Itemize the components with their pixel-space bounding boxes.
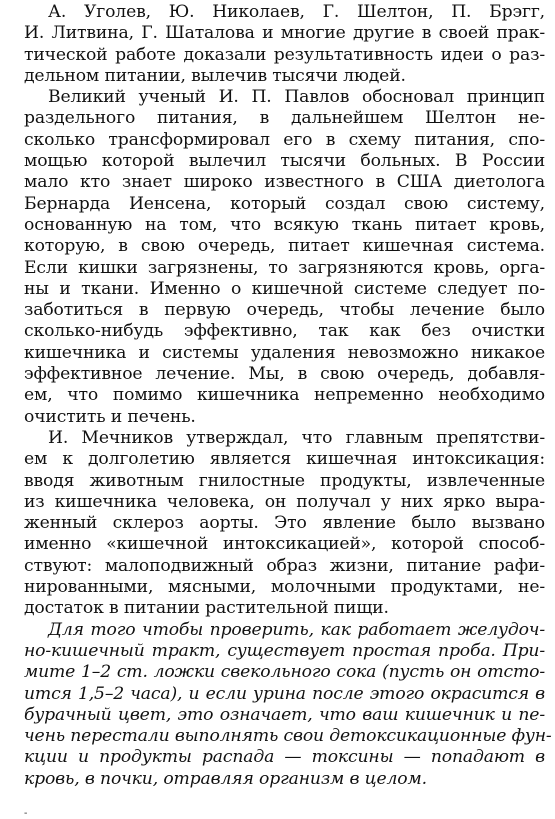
text-line: эффективное лечение. Мы, в свою очередь, добавля- <box>24 364 545 385</box>
paragraph <box>24 87 545 428</box>
text-line: сколько-нибудь эффективно, так как без очистки <box>24 321 545 342</box>
text-line: мало кто знает широко известного в США диетолога <box>24 172 545 193</box>
text-line: очистить и печень. <box>24 406 196 427</box>
text-line: но-кишечный тракт, существует простая проба. При- <box>24 640 545 661</box>
text-line: А. Уголев, Ю. Николаев, Г. Шелтон, П. Брэгг, <box>48 2 545 22</box>
text-line: дельном питании, вылечив тысячи людей. <box>24 65 406 86</box>
text-line: кишечника и системы удаления невозможно никакое <box>24 342 545 363</box>
text-line: из кишечника человека, он получал у них ярко выра- <box>24 491 545 512</box>
text-line: Великий ученый И. П. Павлов обосновал принцип <box>48 87 545 108</box>
text-line: именно «кишечной интоксикацией», которой способ- <box>24 534 545 555</box>
text-line: которую, в свою очередь, питает кишечная система. <box>24 236 545 257</box>
text-line: нированными, мясными, молочными продуктами, не- <box>24 577 545 598</box>
text-line: Для того чтобы проверить, как работает желудоч- <box>48 619 545 640</box>
text-line: ствуют: малоподвижный образ жизни, питание рафи- <box>24 555 545 576</box>
text-line: тической работе доказали результативность идеи о раз- <box>24 44 545 65</box>
text-line: И. Мечников утверждал, что главным препятстви- <box>48 427 545 448</box>
text-line: основанную на том, что всякую ткань питает кровь, <box>24 214 545 235</box>
text-line: раздельного питания, в дальнейшем Шелтон не- <box>24 108 545 129</box>
text-line: чень перестали выполнять свои детоксикационные фун- <box>24 726 552 747</box>
page-edge-mark: - <box>24 808 28 819</box>
text-line: достаток в питании растительной пищи. <box>24 598 389 619</box>
text-line: И. Литвина, Г. Шаталова и многие другие в своей прак- <box>24 23 545 44</box>
text-line: мите 1–2 ст. ложки свекольного сока (пусть он отсто- <box>24 662 545 683</box>
text-line: женный склероз аорты. Это явление было вызвано <box>24 513 545 534</box>
text-line: кровь, в почки, отравляя организм в целом. <box>24 768 427 789</box>
paragraph <box>24 619 552 790</box>
text-line: кции и продукты распада — токсины — попадают в <box>24 747 545 768</box>
text-body <box>24 2 552 790</box>
paragraph <box>24 428 545 620</box>
text-line: ем, что помимо кишечника непременно необходимо <box>24 385 545 406</box>
text-line: заботиться в первую очередь, чтобы лечение было <box>24 300 545 321</box>
text-line: бурачный цвет, это означает, что ваш кишечник и пе- <box>24 704 545 725</box>
text-line: ем к долголетию является кишечная интоксикация: <box>24 449 545 470</box>
text-line: Бернарда Иенсена, который создал свою систему, <box>24 193 545 214</box>
text-line: ится 1,5–2 часа), и если урина после этого окрасится в <box>24 683 545 704</box>
text-line: Если кишки загрязнены, то загрязняются кровь, орга- <box>24 257 545 278</box>
text-line: вводя животным гнилостные продукты, извлеченные <box>24 470 545 491</box>
paragraph <box>24 2 545 87</box>
text-line: сколько трансформировал его в схему питания, спо- <box>24 129 545 150</box>
text-line: ны и ткани. Именно о кишечной системе следует по- <box>24 278 545 299</box>
text-line: мощью которой вылечил тысячи больных. В России <box>24 151 545 172</box>
